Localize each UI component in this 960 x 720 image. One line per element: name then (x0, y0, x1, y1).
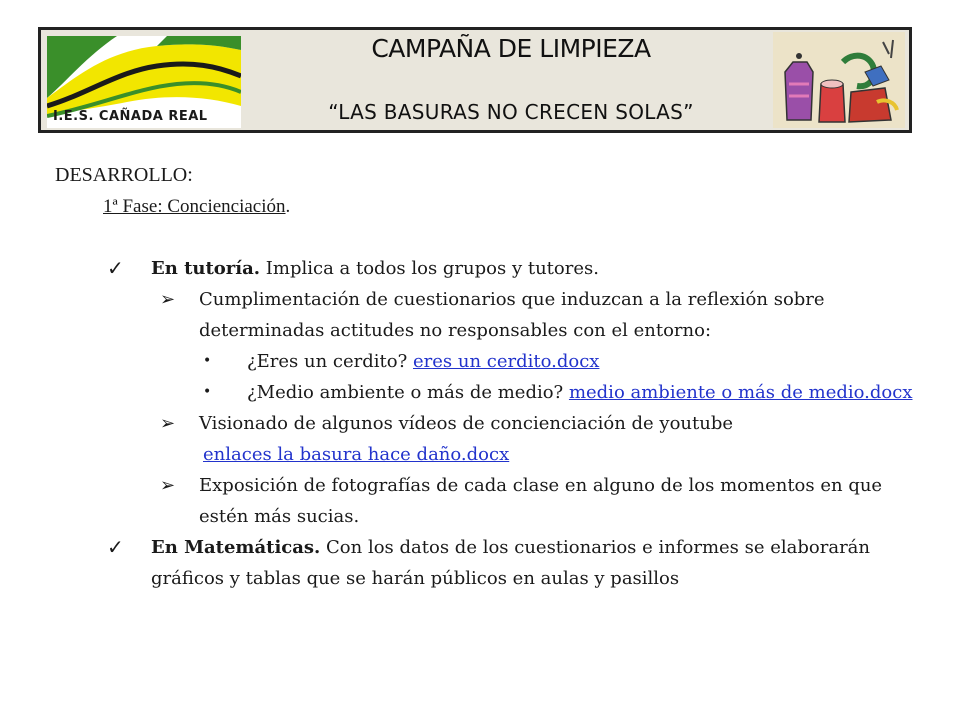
logo-text: I.E.S. CAÑADA REAL (53, 109, 208, 124)
question-medio-text: ¿Medio ambiente o más de medio? (247, 382, 569, 403)
arrow-bullet-icon: ➢ (160, 289, 176, 310)
link-enlaces-basura-docx[interactable]: enlaces la basura hace daño.docx (203, 444, 510, 465)
item-matematicas (55, 532, 915, 594)
link-medio-ambiente-docx[interactable]: medio ambiente o más de medio.docx (568, 382, 913, 403)
development-content (55, 160, 915, 594)
phase-title (103, 191, 915, 222)
item-fotografias (55, 470, 915, 532)
item-videos (55, 408, 915, 439)
tutoria-text: Implica a todos los grupos y tutores. (260, 258, 599, 279)
matematicas-label: En Matemáticas. (151, 537, 321, 558)
arrow-bullet-icon: ➢ (160, 475, 176, 496)
item-question-cerdito (55, 346, 915, 377)
item-question-medio (55, 377, 915, 408)
bullet-icon: • (203, 353, 212, 369)
cuestionarios-text: Cumplimentación de cuestionarios que induzcan a la reflexión sobre determinadas actitudes no responsables con el entorno: (199, 289, 825, 341)
banner-slogan: “LAS BASURAS NO CRECEN SOLAS” (328, 100, 694, 124)
school-logo (47, 36, 241, 128)
checkmark-icon: ✓ (107, 535, 124, 559)
matematicas-text: Con los datos de los cuestionarios e informes se elaborarán gráficos y tablas que se harán públicos en aulas y pasillos (151, 537, 870, 589)
item-tutoria (55, 253, 915, 284)
item-cuestionarios (55, 284, 915, 346)
section-heading: DESARROLLO: (55, 164, 193, 186)
phase-suffix: . (285, 196, 291, 217)
tutoria-label: En tutoría. (151, 258, 261, 279)
trash-drawing-icon (773, 32, 905, 128)
fotografias-text: Exposición de fotografías de cada clase en alguno de los momentos en que estén más sucias. (199, 475, 883, 527)
arrow-bullet-icon: ➢ (160, 413, 176, 434)
videos-text: Visionado de algunos vídeos de concienciación de youtube (199, 413, 734, 434)
phase-label: 1ª Fase: Concienciación (103, 196, 286, 217)
campaign-banner (38, 27, 912, 133)
checkmark-icon: ✓ (107, 256, 124, 280)
link-cerdito-docx[interactable]: eres un cerdito.docx (412, 351, 600, 372)
banner-title: CAMPAÑA DE LIMPIEZA (371, 34, 651, 63)
bullet-icon: • (203, 384, 212, 400)
question-cerdito-text: ¿Eres un cerdito? (247, 351, 413, 372)
videos-link-row (55, 439, 915, 470)
